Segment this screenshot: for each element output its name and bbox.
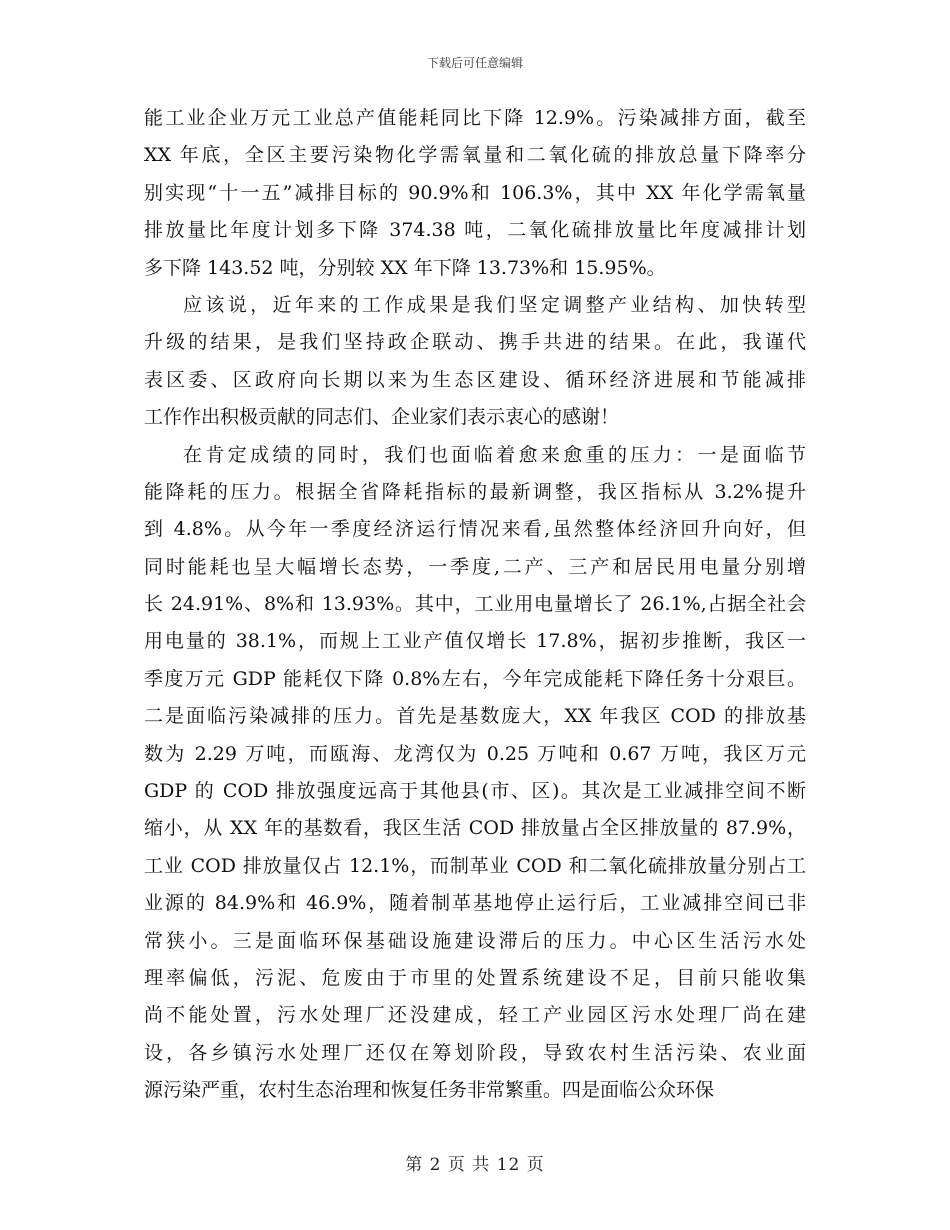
- page-header: 下载后可任意编辑: [426, 56, 523, 70]
- text-line: 表区委、区政府向长期以来为生态区建设、循环经济进展和节能减排: [144, 368, 806, 391]
- document-body: [144, 100, 806, 1110]
- text-line: 数为 2.29 万吨，而瓯海、龙湾仅为 0.25 万吨和 0.67 万吨，我区万元: [144, 742, 806, 765]
- text-line: 能工业企业万元工业总产值能耗同比下降 12.9%。污染减排方面，截至: [144, 107, 806, 129]
- text-line: 排放量比年度计划多下降 374.38 吨，二氧化硫排放量比年度减排计划: [144, 219, 806, 242]
- text-line: 二是面临污染减排的压力。首先是基数庞大，XX 年我区 COD 的排放基: [144, 705, 806, 728]
- text-line: 用电量的 38.1%，而规上工业产值仅增长 17.8%，据初步推断，我区一: [144, 630, 806, 653]
- text-line: XX 年底，全区主要污染物化学需氧量和二氧化硫的排放总量下降率分: [144, 144, 806, 167]
- text-line: 到 4.8%。从今年一季度经济运行情况来看,虽然整体经济回升向好，但: [144, 518, 806, 541]
- text-line: 源污染严重，农村生态治理和恢复任务非常繁重。四是面临公众环保: [144, 1079, 715, 1102]
- text-line: 别实现“十一五”减排目标的 90.9%和 106.3%，其中 XX 年化学需氧量: [144, 181, 806, 204]
- paragraph: [144, 437, 806, 1110]
- text-line: 在肯定成绩的同时，我们也面临着愈来愈重的压力：一是面临节: [183, 443, 806, 466]
- text-line: 缩小，从 XX 年的基数看，我区生活 COD 排放量占全区排放量的 87.9%，: [144, 817, 806, 840]
- text-line: GDP 的 COD 排放强度远高于其他县(市、区)。其次是工业减排空间不断: [144, 780, 806, 803]
- text-line: 工业 COD 排放量仅占 12.1%，而制革业 COD 和二氧化硫排放量分别占工: [144, 854, 806, 877]
- text-line: 长 24.91%、8%和 13.93%。其中，工业用电量增长了 26.1%,占据全社会: [144, 593, 806, 616]
- text-line: 多下降 143.52 吨，分别较 XX 年下降 13.73%和 15.95%。: [144, 256, 666, 279]
- text-line: 应该说，近年来的工作成果是我们坚定调整产业结构、加快转型: [183, 293, 806, 316]
- text-line: 季度万元 GDP 能耗仅下降 0.8%左右，今年完成能耗下降任务十分艰巨。: [144, 667, 806, 690]
- text-line: 常狭小。三是面临环保基础设施建设滞后的压力。中心区生活污水处: [144, 929, 806, 952]
- text-line: 能降耗的压力。根据全省降耗指标的最新调整，我区指标从 3.2%提升: [144, 480, 806, 503]
- paragraph: [144, 287, 806, 437]
- page-number-footer: 第 2 页 共 12 页: [405, 1155, 545, 1175]
- paragraph: [144, 100, 806, 287]
- text-line: 理率偏低，污泥、危废由于市里的处置系统建设不足，目前只能收集: [144, 966, 806, 989]
- text-line: 业源的 84.9%和 46.9%，随着制革基地停止运行后，工业减排空间已非: [144, 892, 806, 915]
- text-line: 尚不能处置，污水处理厂还没建成，轻工产业园区污水处理厂尚在建: [144, 1004, 806, 1027]
- text-line: 工作作出积极贡献的同志们、企业家们表示衷心的感谢！: [144, 406, 620, 429]
- text-line: 升级的结果，是我们坚持政企联动、携手共进的结果。在此，我谨代: [144, 331, 806, 354]
- text-line: 设，各乡镇污水处理厂还仅在筹划阶段，导致农村生活污染、农业面: [144, 1041, 806, 1064]
- text-line: 同时能耗也呈大幅增长态势，一季度,二产、三产和居民用电量分别增: [144, 555, 806, 578]
